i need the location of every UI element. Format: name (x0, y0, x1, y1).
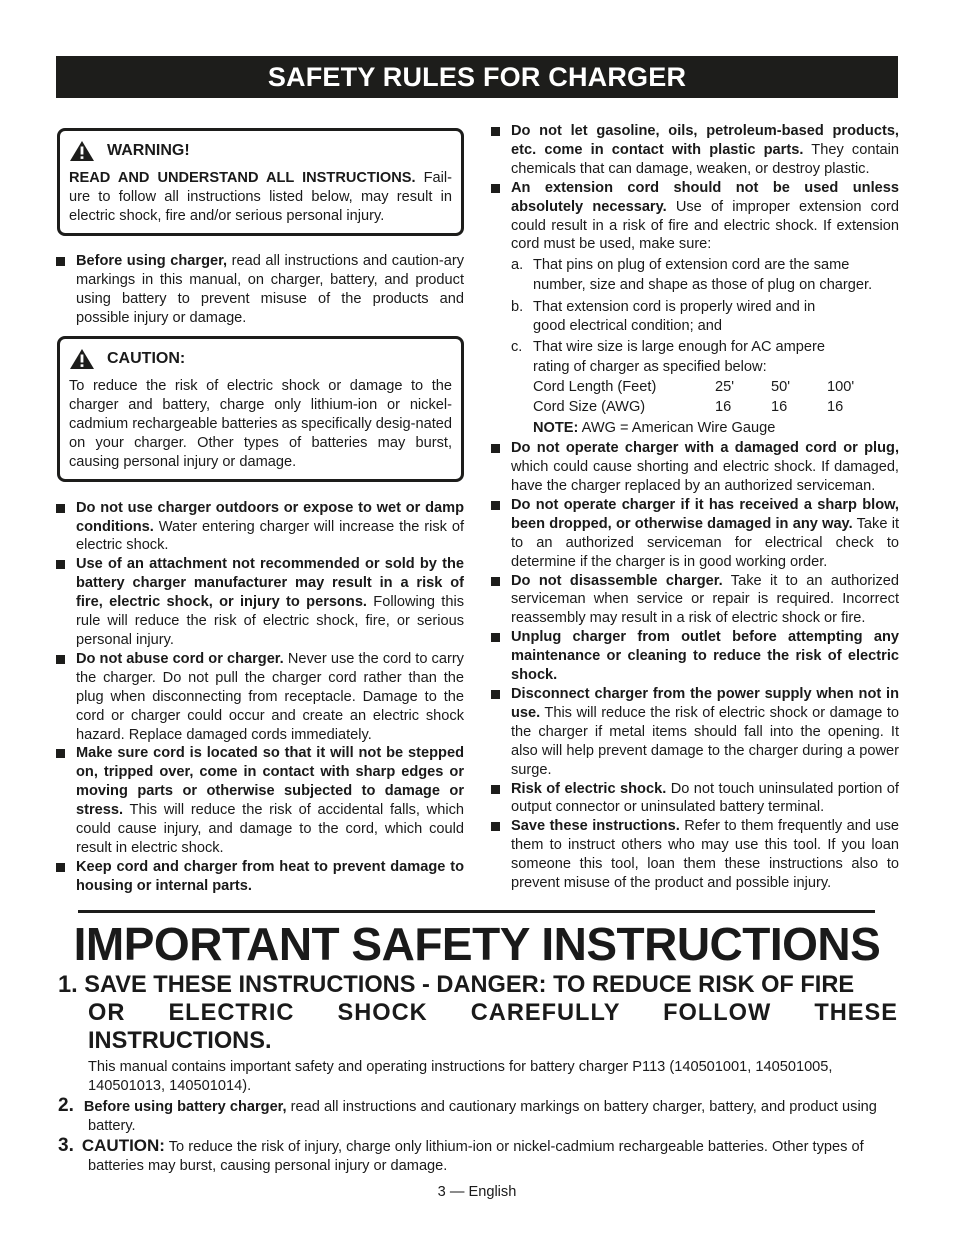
bullet-square-icon (56, 560, 65, 569)
page-footer: 3 — English (437, 1184, 517, 1200)
bullet-bold: Disconnect charger from the power supply when not in use. (511, 686, 899, 721)
bullet-bold: Do not let gasoline, oils, petroleum-based products, etc. come in contact with plastic parts. (511, 123, 899, 158)
table-cell: 16 (771, 399, 788, 416)
bullet-square-icon (491, 633, 500, 642)
list-item (56, 555, 464, 650)
heading-line: OR ELECTRIC SHOCK CAREFULLY FOLLOW THESE (88, 1000, 898, 1026)
right-column (491, 122, 899, 893)
caution-box (57, 336, 464, 482)
bullet-text: which could cause shorting and electric shock. If damaged, have the charger replaced by an authorized serviceman. (511, 459, 899, 495)
bullet-square-icon (491, 690, 500, 699)
note-text: AWG = American Wire Gauge (578, 419, 776, 436)
instruction-paragraph: This manual contains important safety and operating instructions for battery charger P113 (140501001, 140501005, 140501013, 140501014). (88, 1059, 833, 1094)
table-cell: 16 (715, 399, 732, 416)
left-bullet-list (56, 499, 464, 896)
caution-triangle-icon (69, 348, 95, 370)
table-row (533, 397, 899, 418)
list-item (491, 817, 899, 893)
bullet-text: This will reduce the risk of accidental falls, which could cause injury, and damage to the cord, which could result in electric shock. (76, 802, 464, 856)
bullet-text: Refer to them frequently and use them to instruct others who may use this tool. If you loan someone this tool, loan them these instructions also to prevent misuse of the product and possible injury. (511, 818, 899, 892)
bullet-bold: Unplug charger from outlet before attempting any maintenance or cleaning to reduce the risk of electric shock. (511, 629, 899, 684)
item-text: To reduce the risk of injury, charge only lithium-ion or nickel-cadmium rechargeable batteries. Other types of batteries may burst, causing personal injury or damage. (88, 1139, 864, 1174)
table-cell: 50' (771, 378, 791, 395)
warning-label: WARNING! (107, 142, 190, 159)
bullet-text: They contain chemicals that can damage, weaken, or destroy plastic. (511, 141, 899, 177)
bullet-text: Take it to an authorized serviceman when service or repair is required. Incorrect reassembly may result in a risk of electric shock or fire. (511, 572, 899, 627)
numbered-instructions (58, 971, 898, 1175)
instruction-heading (58, 971, 898, 1055)
list-item (491, 685, 899, 780)
bullet-text: read all instructions and caution-ary markings in this manual, on charger, battery, and product using battery to prevent misuse of the products and possible injury or damage. (76, 253, 464, 326)
warning-lead: READ AND UNDERSTAND ALL INSTRUCTIONS. (69, 170, 416, 186)
table-cell: 16 (827, 399, 844, 416)
instruction-item-2 (58, 1097, 898, 1135)
sub-text: That pins on plug of extension cord are the same (533, 257, 850, 274)
bullet-text: Use of improper extension cord could result in a risk of fire and electric shock. If extension cord must be used, make sure: (511, 198, 899, 253)
warning-body: Fail-ure to follow all instructions listed below, may result in electric shock, fire and/or serious personal injury. (69, 170, 452, 224)
item-bold: Before using battery charger, (83, 1099, 287, 1115)
table-note (533, 418, 899, 439)
sub-text: That wire size is large enough for AC ampere (533, 339, 826, 356)
bullet-bold: Do not disassemble charger. (511, 572, 723, 589)
bullet-bold: Do not operate charger with a damaged cord or plug, (511, 440, 899, 457)
caution-text: To reduce the risk of electric shock or damage to the charger and battery, charge only lithium-ion or nickel-cadmium rechargeable batteries as specifically desig-nated on your charger. Other types of batteries may burst, causing personal injury or damage. (69, 377, 452, 470)
list-item (56, 650, 464, 745)
list-item (491, 439, 899, 496)
bullet-square-icon (491, 822, 500, 831)
bullet-bold: Do not abuse cord or charger. (76, 650, 284, 667)
bullet-square-icon (491, 577, 500, 586)
bullet-bold: Do not use charger outdoors or expose to wet or damp conditions. (76, 499, 464, 535)
before-bullet-list (56, 252, 464, 328)
bullet-square-icon (491, 444, 500, 453)
right-bullet-list-b (491, 439, 899, 893)
extension-cord-conditions (491, 256, 899, 376)
bullet-square-icon (491, 127, 500, 136)
bullet-square-icon (56, 504, 65, 513)
item-number: 3. (58, 1135, 74, 1156)
item-text: read all instructions and cautionary markings on battery charger, battery, and product using battery. (88, 1099, 877, 1134)
list-item (56, 858, 464, 896)
table-cell: Cord Length (Feet) (533, 378, 657, 395)
bullet-bold: Keep cord and charger from heat to prevent damage to housing or internal parts. (76, 858, 464, 894)
item-number: 2. (58, 1095, 74, 1116)
warning-text (69, 169, 452, 226)
bullet-text: Water entering charger will increase the risk of electric shock. (76, 518, 464, 554)
bullet-text: Do not touch uninsulated portion of output connector or uninsulated battery terminal. (511, 780, 899, 816)
bullet-text: Take it to an authorized serviceman for electrical check to determine if the charger is in good working order. (511, 515, 900, 570)
bullet-text: Never use the cord to carry the charger. Do not pull the charger cord rather than the plug when disconnecting from receptacle. Damage to the cord or charger could occur and create an electric shock hazard. Replace damaged cords immediately. (76, 650, 464, 743)
list-item (491, 179, 899, 255)
table-cell: 25' (715, 378, 735, 395)
list-item (56, 744, 464, 857)
table-row (533, 377, 899, 398)
warning-box (57, 128, 464, 236)
list-item (56, 252, 464, 328)
list-item (511, 338, 899, 377)
sub-label: b. (511, 298, 524, 315)
bullet-bold: Before using charger, (76, 253, 228, 269)
list-item (56, 499, 464, 556)
section-divider (78, 910, 875, 913)
note-label: NOTE: (533, 419, 579, 436)
bullet-bold: Risk of electric shock. (511, 780, 667, 797)
bullet-square-icon (491, 785, 500, 794)
instruction-item-3 (58, 1137, 898, 1175)
warning-triangle-icon (69, 140, 95, 162)
bullet-square-icon (491, 184, 500, 193)
cord-size-table (533, 377, 899, 439)
bullet-square-icon (56, 655, 65, 664)
list-item (511, 298, 899, 337)
list-item (491, 122, 899, 179)
caution-header (69, 348, 452, 370)
bullet-bold: An extension cord should not be used unless absolutely necessary. (511, 179, 899, 215)
right-bullet-list-a (491, 122, 899, 254)
left-column (56, 122, 464, 896)
bullet-bold: Do not operate charger if it has received a sharp blow, been dropped, or otherwise damaged in any way. (511, 496, 899, 532)
sub-text: That extension cord is properly wired and in (533, 298, 816, 315)
table-cell: Cord Size (AWG) (533, 399, 646, 416)
bullet-square-icon (56, 863, 65, 872)
bullet-bold: Save these instructions. (511, 818, 680, 835)
list-item (491, 780, 899, 818)
table-cell: 100' (827, 378, 855, 395)
heading-line: INSTRUCTIONS. (88, 1028, 272, 1054)
sub-label: a. (511, 257, 524, 274)
list-item (491, 572, 899, 629)
section-banner: SAFETY RULES FOR CHARGER (56, 56, 898, 98)
bullet-square-icon (56, 749, 65, 758)
warning-header (69, 140, 452, 162)
list-item (491, 628, 899, 685)
page-title: IMPORTANT SAFETY INSTRUCTIONS (73, 918, 881, 970)
bullet-square-icon (491, 501, 500, 510)
sub-text: number, size and shape as those of plug on charger. (533, 276, 873, 293)
bullet-text: This will reduce the risk of electric shock or damage to the charger if metal items should fall into the opening. It also will help prevent damage to the charger during a power surge. (511, 704, 899, 778)
list-item (511, 256, 899, 295)
sub-text: good electrical condition; and (533, 318, 723, 335)
heading-line: 1. SAVE THESE INSTRUCTIONS - DANGER: TO REDUCE RISK OF FIRE (58, 972, 855, 998)
bullet-bold: Use of an attachment not recommended or sold by the battery charger manufacturer may result in a risk of fire, electric shock, or injury to persons. (76, 556, 464, 611)
sub-text: rating of charger as specified below: (533, 358, 767, 375)
list-item (491, 496, 899, 572)
bullet-text: Following this rule will reduce the risk of electric shock, fire, or serious personal injury. (76, 594, 464, 648)
sub-label: c. (511, 339, 523, 356)
caution-label: CAUTION: (107, 349, 186, 367)
bullet-square-icon (56, 257, 65, 266)
bullet-bold: Make sure cord is located so that it will not be stepped on, tripped over, come in contact with sharp edges or moving parts or otherwise subjected to damage or stress. (76, 745, 464, 819)
item-bold: CAUTION: (81, 1136, 165, 1155)
